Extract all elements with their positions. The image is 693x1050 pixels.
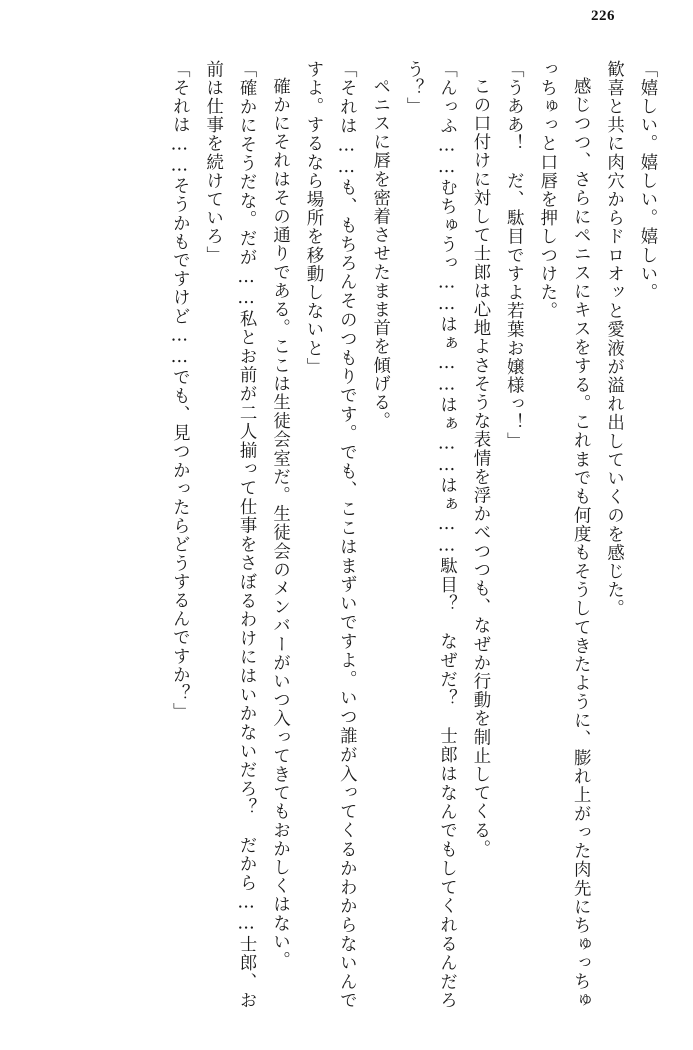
body-paragraph: 「嬉しい。嬉しい。嬉しい。 <box>637 60 657 302</box>
page-text-body <box>26 60 663 1010</box>
body-paragraph: この口付けに対して士郎は心地よさそうな表情を浮かべつつも、なぜか行動を制止してくる。 <box>469 77 490 859</box>
body-paragraph: 「うああ！ だ、駄目ですよ若葉お嬢様っ！」 <box>503 60 524 451</box>
body-paragraph: 歓喜と共に肉穴からドロオッと愛液が溢れ出していくのを感じた。 <box>603 60 624 618</box>
body-paragraph: 「それは……も、もちろんそのつもりです。でも、ここはまずいですよ。いつ誰が入ってくるかわからないんですよ。するなら場所を移動しないと」 <box>302 60 357 1010</box>
body-paragraph: ペニスに唇を密着させたまま首を傾げる。 <box>369 77 390 431</box>
page-number: 226 <box>591 8 615 24</box>
body-paragraph: 「んっふ……むちゅうっ……はぁ……はぁ……はぁ……駄目？ なぜだ？ 士郎はなんでもしてくれるんだろう？」 <box>403 60 457 1010</box>
body-paragraph: 「それは……そうかもですけど……でも、見つかったらどうするんですか？」 <box>169 60 190 722</box>
body-paragraph: 確かにそれはその通りである。ここは生徒会室だ。生徒会のメンバーがいつ入ってきてもおかしくはない。 <box>269 77 290 971</box>
body-paragraph: 「確かにそうだな。だが……私とお前が二人揃って仕事をさぼるわけにはいかないだろ？ だから……士郎、お前は仕事を続けていろ」 <box>202 60 257 1010</box>
body-paragraph: 感じつつ、さらにペニスにキスをする。これまでも何度もそうしてきたように、膨れ上がった肉先にちゅっちゅっちゅっと口唇を押しつけた。 <box>536 60 591 1010</box>
